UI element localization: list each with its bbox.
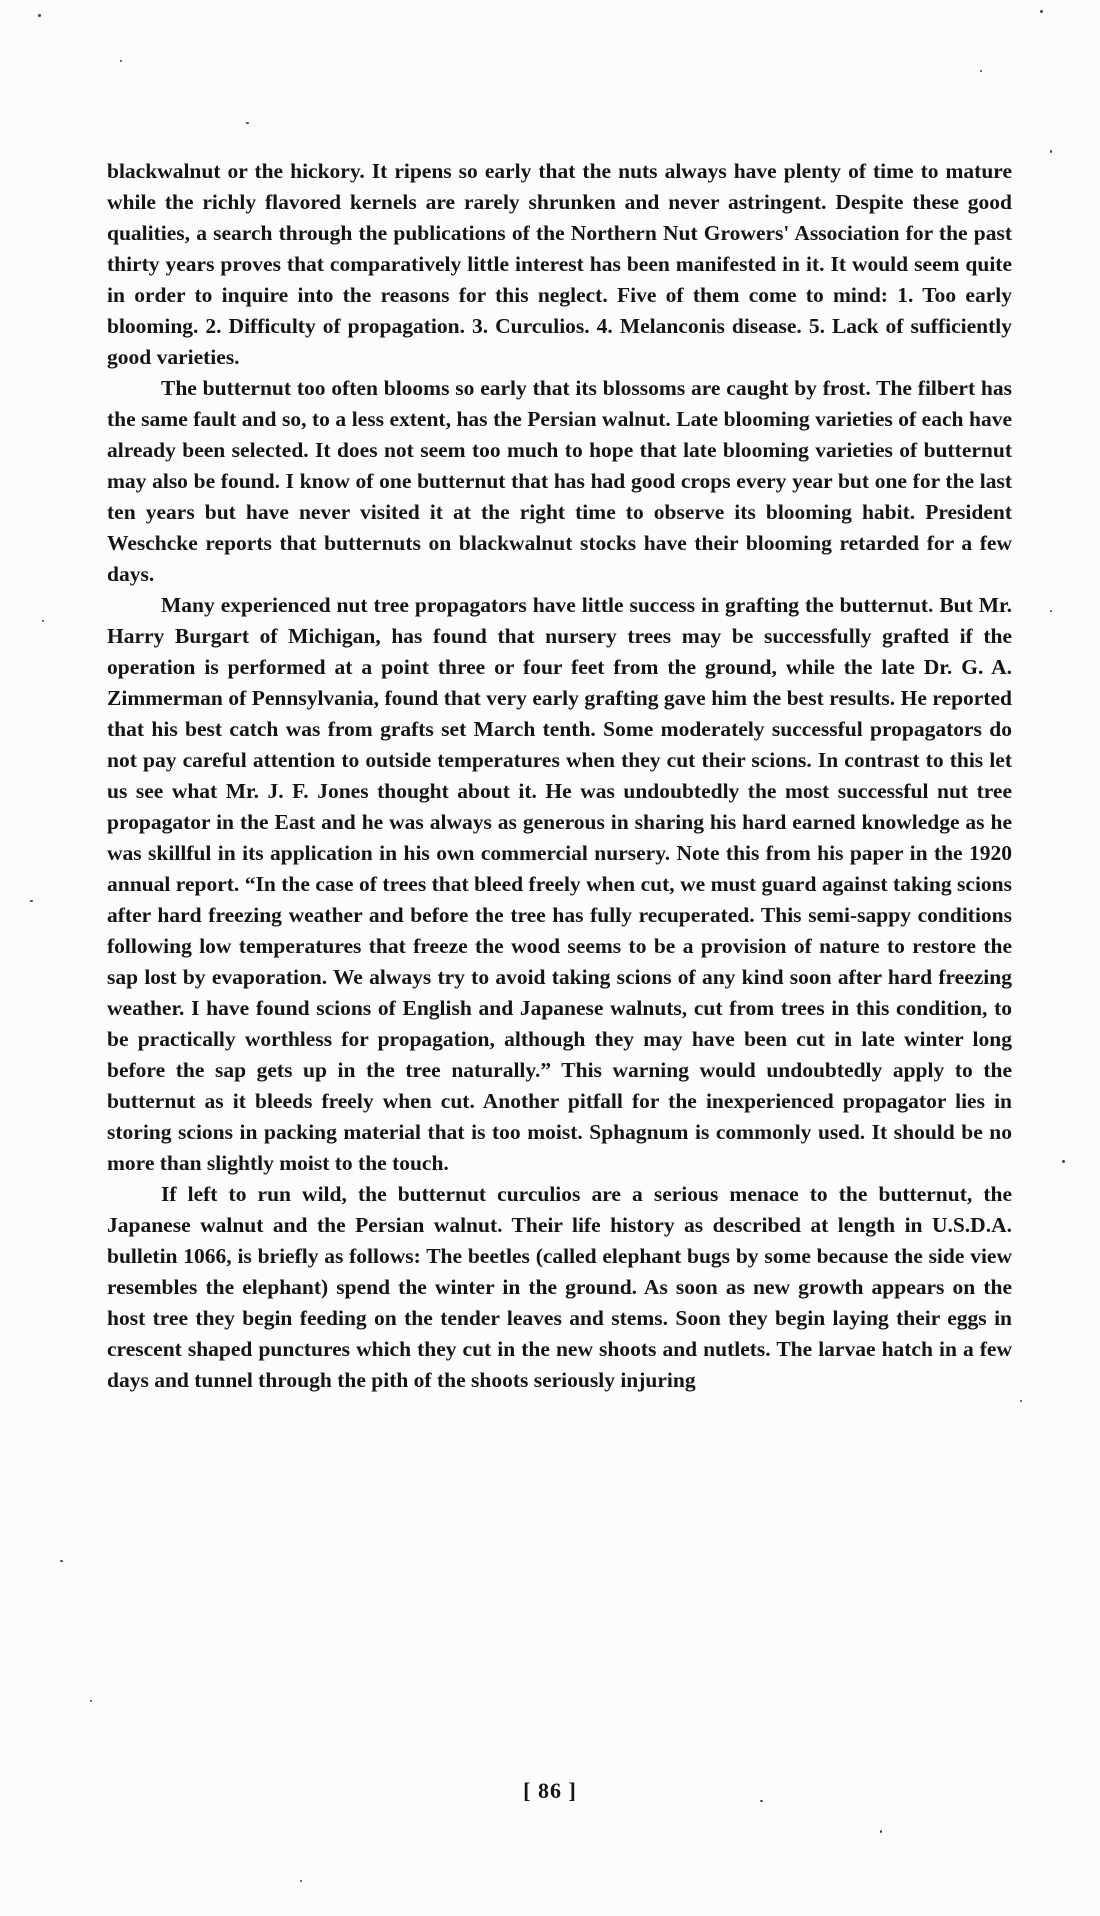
scan-speck (120, 60, 122, 62)
page-number: [ 86 ] (523, 1778, 577, 1803)
scan-speck (880, 1830, 882, 1833)
body-text (107, 156, 1012, 1396)
scan-speck (42, 620, 44, 622)
paragraph-1: blackwalnut or the hickory. It ripens so early that the nuts always have plenty of time to mature while the richly flavored kernels are rarely shrunken and never astringent. Despite these good qualities, a search through the publications of the Northern Nut Growers' Association for the past thirty years proves that comparatively little interest has been manifested in it. It would seem quite in order to inquire into the reasons for this neglect. Five of them come to mind: 1. Too early blooming. 2. Difficulty of propagation. 3. Curculios. 4. Melanconis disease. 5. Lack of sufficiently good varieties. (107, 159, 1012, 369)
scan-speck (246, 122, 249, 124)
scan-speck (1050, 610, 1052, 612)
scan-speck (1062, 1160, 1065, 1163)
scan-speck (980, 70, 982, 72)
scan-speck (760, 1800, 763, 1802)
scan-speck (90, 1700, 92, 1702)
scan-speck (1040, 10, 1043, 13)
paragraph-2: The butternut too often blooms so early that its blossoms are caught by frost. The filbert has the same fault and so, to a less extent, has the Persian walnut. Late blooming varieties of each have already been selected. It does not seem too much to hope that late blooming varieties of butternut may also be found. I know of one butternut that has had good crops every year but one for the last ten years but have never visited it at the right time to observe its blooming habit. President Weschcke reports that butternuts on blackwalnut stocks have their blooming retarded for a few days. (107, 376, 1012, 586)
scan-speck (300, 1880, 302, 1882)
scan-speck (30, 900, 33, 902)
scan-speck (60, 1560, 63, 1562)
scan-speck (38, 14, 41, 17)
scan-speck (1020, 1400, 1022, 1402)
scan-speck (1050, 150, 1052, 153)
paragraph-3: Many experienced nut tree propagators have little success in grafting the butternut. But Mr. Harry Burgart of Michigan, has found that nursery trees may be successfully grafted if the operation is performed at a point three or four feet from the ground, while the late Dr. G. A. Zimmerman of Pennsylvania, found that very early grafting gave him the best results. He reported that his best catch was from grafts set March tenth. Some moderately successful propagators do not pay careful attention to outside temperatures when they cut their scions. In contrast to this let us see what Mr. J. F. Jones thought about it. He was undoubtedly the most successful nut tree propagator in the East and he was always as generous in sharing his hard earned knowledge as he was skillful in its application in his own commercial nursery. Note this from his paper in the 1920 annual report. “In the case of trees that bleed freely when cut, we must guard against taking scions after hard freezing weather and before the tree has fully recuperated. This semi-sappy conditions following low temperatures that freeze the wood seems to be a provision of nature to restore the sap lost by evaporation. We always try to avoid taking scions of any kind soon after hard freezing weather. I have found scions of English and Japanese walnuts, cut from trees in this condition, to be practically worthless for propagation, although they may have been cut in late winter long before the sap gets up in the tree naturally.” This warning would undoubtedly apply to the butternut as it bleeds freely when cut. Another pitfall for the inexperienced propagator lies in storing scions in packing material that is too moist. Sphagnum is commonly used. It should be no more than slightly moist to the touch. (107, 593, 1012, 1175)
paragraph-4: If left to run wild, the butternut curculios are a serious menace to the butternut, the Japanese walnut and the Persian walnut. Their life history as described at length in U.S.D.A. bulletin 1066, is briefly as follows: The beetles (called elephant bugs by some because the side view resembles the elephant) spend the winter in the ground. As soon as new growth appears on the host tree they begin feeding on the tender leaves and stems. Soon they begin laying their eggs in crescent shaped punctures which they cut in the new shoots and nutlets. The larvae hatch in a few days and tunnel through the pith of the shoots seriously injuring (107, 1182, 1012, 1392)
